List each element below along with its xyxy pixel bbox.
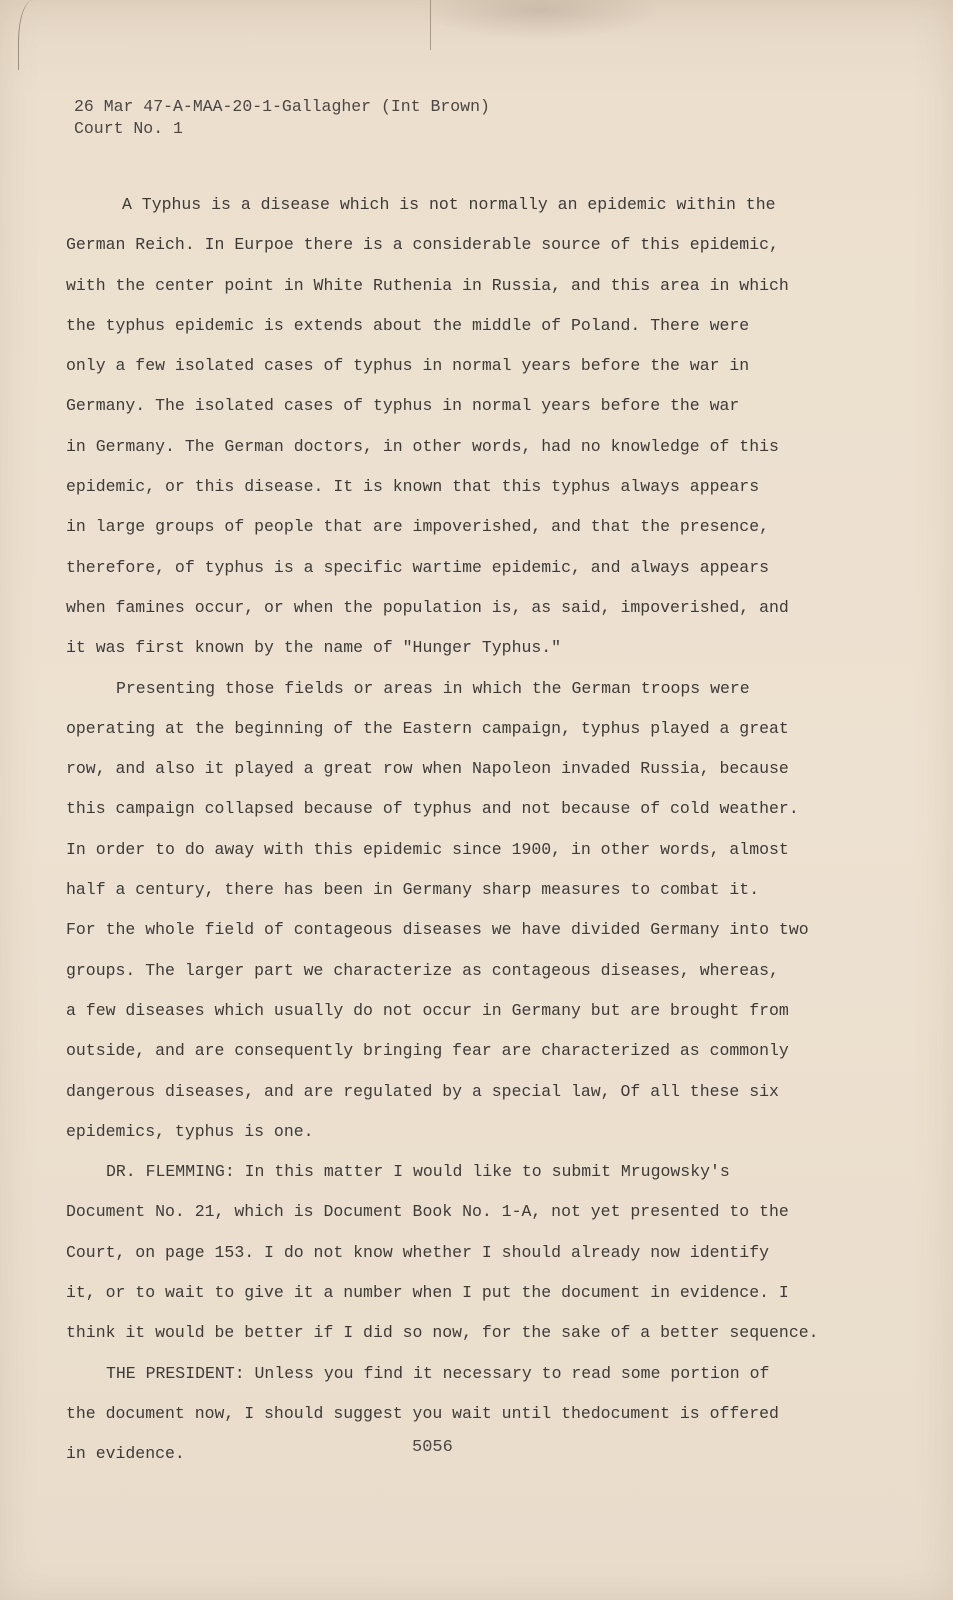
transcript-line: groups. The larger part we characterize as contageous diseases, whereas, xyxy=(66,960,779,980)
document-header xyxy=(74,96,490,140)
transcript-line: Document No. 21, which is Document Book No. 1-A, not yet presented to the xyxy=(66,1202,789,1222)
transcript-line: when famines occur, or when the population is, as said, impoverished, and xyxy=(66,597,789,617)
transcript-line: outside, and are consequently bringing fear are characterized as commonly xyxy=(66,1041,789,1061)
transcript-line: in Germany. The German doctors, in other words, had no knowledge of this xyxy=(66,436,779,456)
transcript-line: Germany. The isolated cases of typhus in normal years before the war xyxy=(66,396,740,416)
transcript-line: it was first known by the name of "Hunger Typhus." xyxy=(66,638,562,658)
transcript-line: only a few isolated cases of typhus in normal years before the war in xyxy=(66,356,750,376)
transcript-line: THE PRESIDENT: Unless you find it necessary to read some portion of xyxy=(106,1363,770,1383)
transcript-line: therefore, of typhus is a specific wartime epidemic, and always appears xyxy=(66,557,770,577)
transcript-line: the typhus epidemic is extends about the middle of Poland. There were xyxy=(66,315,750,335)
transcript-line: A Typhus is a disease which is not normally an epidemic within the xyxy=(122,195,776,214)
transcript-line: in large groups of people that are impoverished, and that the presence, xyxy=(66,517,770,537)
transcript-line: Presenting those fields or areas in which the German troops were xyxy=(116,678,750,698)
transcript-line: half a century, there has been in Germany sharp measures to combat it. xyxy=(66,880,760,900)
transcript-line: in evidence. xyxy=(66,1444,185,1464)
page-number: 5056 xyxy=(412,1438,453,1457)
paper-fold-mark xyxy=(430,0,431,50)
header-session-line: 26 Mar 47-A-MAA-20-1-Gallagher (Int Brown) xyxy=(74,97,490,116)
transcript-body xyxy=(66,185,826,1475)
transcript-line: DR. FLEMMING: In this matter I would like to submit Mrugowsky's xyxy=(106,1162,730,1182)
transcript-line: In order to do away with this epidemic since 1900, in other words, almost xyxy=(66,839,789,859)
transcript-line: For the whole field of contageous diseases we have divided Germany into two xyxy=(66,920,809,940)
transcript-line: it, or to wait to give it a number when I put the document in evidence. I xyxy=(66,1283,789,1303)
transcript-line: Court, on page 153. I do not know whether I should already now identify xyxy=(66,1242,770,1262)
paper-stain xyxy=(420,0,660,40)
transcript-line: with the center point in White Ruthenia in Russia, and this area in which xyxy=(66,275,789,295)
transcript-line: a few diseases which usually do not occur in Germany but are brought from xyxy=(66,1000,789,1020)
transcript-line: German Reich. In Eurpoe there is a considerable source of this epidemic, xyxy=(66,235,779,255)
transcript-line: row, and also it played a great row when Napoleon invaded Russia, because xyxy=(66,759,789,779)
paper-edge-curl xyxy=(18,0,43,70)
transcript-line: the document now, I should suggest you wait until thedocument is offered xyxy=(66,1403,779,1423)
transcript-line: epidemics, typhus is one. xyxy=(66,1121,314,1141)
transcript-line: operating at the beginning of the Eastern campaign, typhus played a great xyxy=(66,718,789,738)
header-court-line: Court No. 1 xyxy=(74,119,183,138)
transcript-line: dangerous diseases, and are regulated by a special law, Of all these six xyxy=(66,1081,779,1101)
transcript-line: think it would be better if I did so now, for the sake of a better sequence. xyxy=(66,1323,819,1343)
transcript-line: epidemic, or this disease. It is known that this typhus always appears xyxy=(66,477,760,497)
transcript-line: this campaign collapsed because of typhus and not because of cold weather. xyxy=(66,799,799,819)
